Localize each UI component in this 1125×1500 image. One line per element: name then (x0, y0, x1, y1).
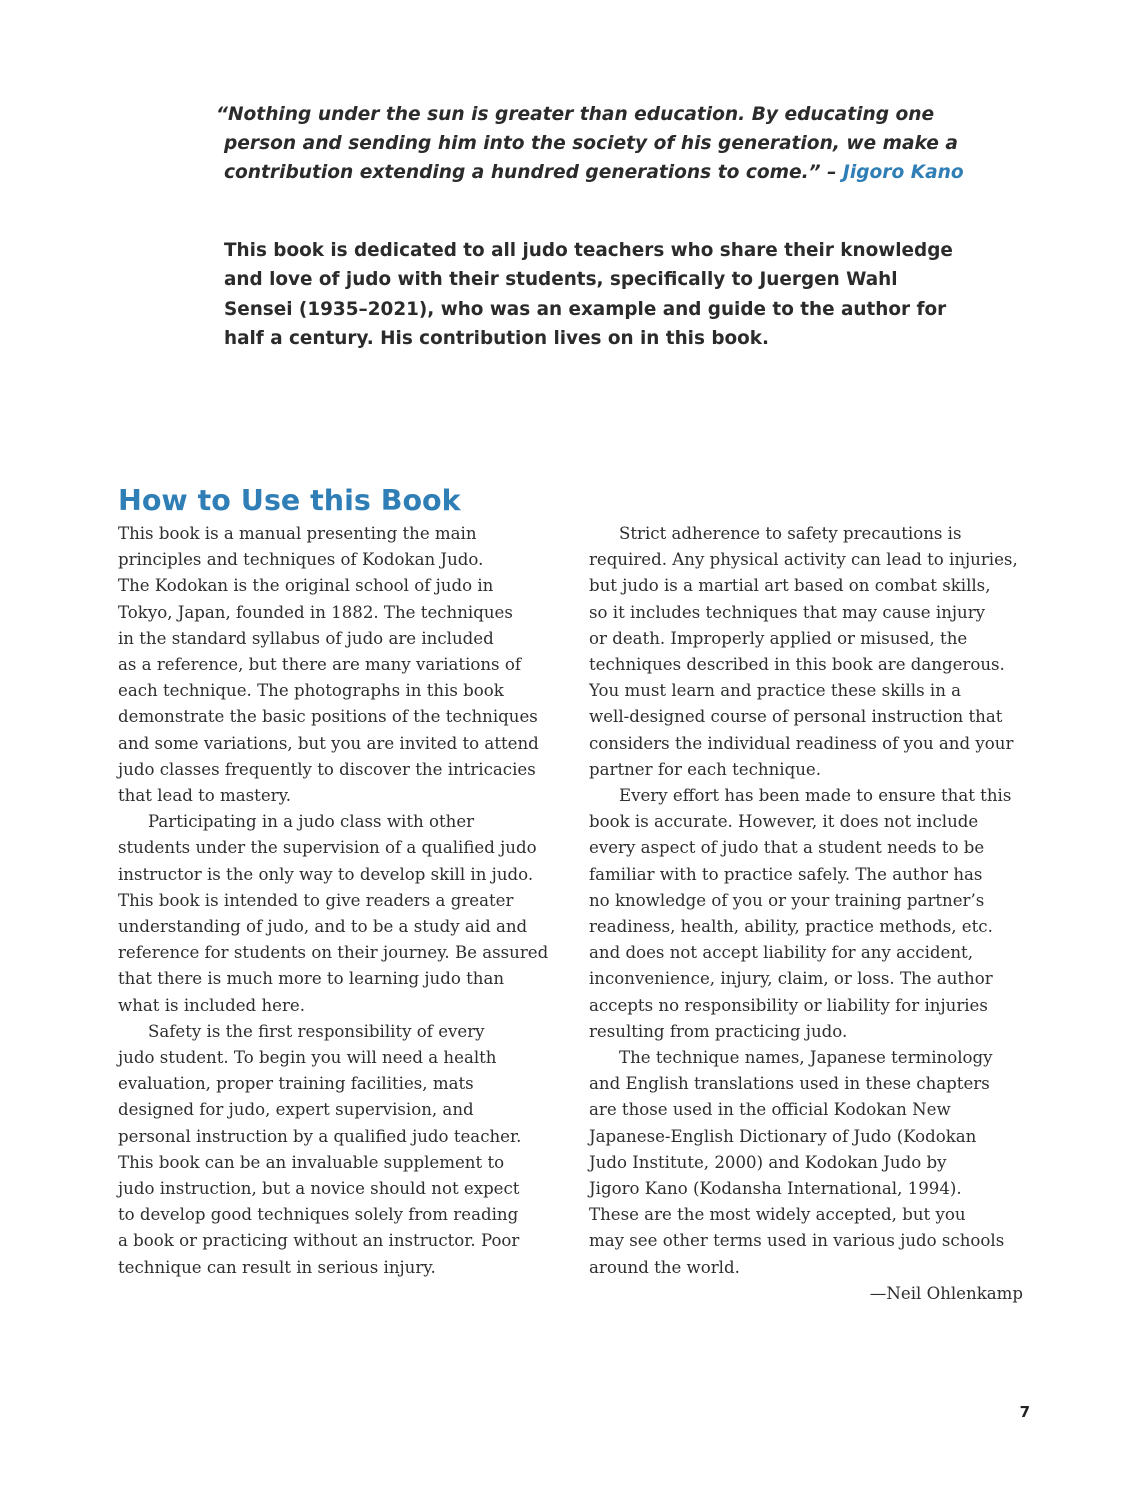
body-line: or death. Improperly applied or misused, the (589, 628, 968, 648)
body-line: so it includes techniques that may cause injury (589, 602, 986, 622)
body-line: understanding of judo, and to be a study aid and (118, 917, 528, 937)
dedication-line: Sensei (1935–2021), who was an example and guide to the author for (224, 298, 947, 320)
epigraph-line (216, 158, 964, 187)
body-line: required. Any physical activity can lead to injuries, (589, 550, 1018, 570)
right-column (589, 521, 1039, 1307)
body-line: The Kodokan is the original school of judo in (118, 576, 494, 596)
body-line: accepts no responsibility or liability for injuries (589, 995, 988, 1015)
body-line: and some variations, but you are invited to attend (118, 733, 539, 753)
body-line: This book can be an invaluable supplement to (118, 1152, 505, 1172)
body-line: as a reference, but there are many variations of (118, 655, 521, 675)
body-line: techniques described in this book are dangerous. (589, 655, 1005, 675)
body-line: no knowledge of you or your training partner’s (589, 890, 985, 910)
body-line: instructor is the only way to develop skill in judo. (118, 864, 534, 884)
body-line: that there is much more to learning judo than (118, 969, 505, 989)
body-line: You must learn and practice these skills in a (589, 681, 962, 701)
body-line: demonstrate the basic positions of the techniques (118, 707, 538, 727)
epigraph-line-text: contribution extending a hundred generations to come.” – (224, 162, 837, 183)
body-line: are those used in the official Kodokan New (589, 1100, 951, 1120)
epigraph-line: person and sending him into the society of his generation, we make a (224, 133, 958, 154)
epigraph-line: “Nothing under the sun is greater than education. By educating one (216, 104, 935, 125)
epigraph-author: Jigoro Kano (842, 162, 964, 183)
body-line: to develop good techniques solely from reading (118, 1205, 519, 1225)
body-line: each technique. The photographs in this book (118, 681, 504, 701)
body-line: Participating in a judo class with other (148, 812, 475, 832)
left-column (118, 521, 568, 1281)
body-line: that lead to mastery. (118, 786, 292, 806)
body-line: a book or practicing without an instructor. Poor (118, 1231, 520, 1251)
body-line: This book is intended to give readers a greater (118, 890, 514, 910)
body-line: and does not accept liability for any accident, (589, 943, 973, 963)
body-line: partner for each technique. (589, 759, 822, 779)
body-line: but judo is a martial art based on combat skills, (589, 576, 991, 596)
body-line: judo classes frequently to discover the intricacies (118, 759, 536, 779)
epigraph-quote (216, 100, 964, 187)
body-line: These are the most widely accepted, but you (589, 1205, 966, 1225)
author-signature: —Neil Ohlenkamp (869, 1283, 1023, 1303)
body-line: Strict adherence to safety precautions is (619, 524, 962, 543)
body-line: Every effort has been made to ensure that this (619, 786, 1012, 806)
body-line: designed for judo, expert supervision, and (118, 1100, 474, 1120)
body-line: what is included here. (118, 995, 305, 1015)
body-line: and English translations used in these chapters (589, 1074, 990, 1094)
body-line: reference for students on their journey. Be assured (118, 943, 549, 963)
body-line: evaluation, proper training facilities, mats (118, 1074, 474, 1094)
body-line: This book is a manual presenting the main (118, 524, 477, 543)
body-line: may see other terms used in various judo schools (589, 1231, 1005, 1251)
body-line: technique can result in serious injury. (118, 1257, 436, 1277)
body-line: The technique names, Japanese terminology (619, 1048, 993, 1068)
body-line: book is accurate. However, it does not include (589, 812, 979, 832)
body-line: Tokyo, Japan, founded in 1882. The techniques (118, 602, 513, 622)
body-line: readiness, health, ability, practice methods, etc. (589, 917, 993, 937)
body-line: students under the supervision of a qualified judo (118, 838, 537, 858)
body-line: judo student. To begin you will need a health (118, 1048, 497, 1068)
dedication-line: and love of judo with their students, specifically to Juergen Wahl (224, 269, 898, 291)
body-line: Japanese-English Dictionary of Judo (Kodokan (589, 1126, 977, 1146)
dedication-line: half a century. His contribution lives on in this book. (224, 327, 769, 349)
page-number: 7 (1019, 1403, 1030, 1421)
body-line: Safety is the first responsibility of every (148, 1021, 485, 1041)
body-line: resulting from practicing judo. (589, 1021, 848, 1041)
section-title: How to Use this Book (118, 484, 461, 517)
body-line: in the standard syllabus of judo are included (118, 628, 494, 648)
dedication (224, 236, 953, 353)
body-line: considers the individual readiness of you and your (589, 733, 1014, 753)
body-line: principles and techniques of Kodokan Judo. (118, 550, 484, 570)
body-line: familiar with to practice safely. The author has (589, 864, 983, 884)
dedication-line: This book is dedicated to all judo teachers who share their knowledge (224, 240, 953, 261)
body-line: Judo Institute, 2000) and Kodokan Judo by (589, 1152, 947, 1172)
body-line: well-designed course of personal instruction that (589, 707, 1003, 727)
body-line: every aspect of judo that a student needs to be (589, 838, 985, 858)
body-line: judo instruction, but a novice should not expect (118, 1179, 520, 1199)
body-line: Jigoro Kano (Kodansha International, 1994). (589, 1179, 962, 1199)
body-line: inconvenience, injury, claim, or loss. The author (589, 969, 993, 989)
body-line: around the world. (589, 1257, 740, 1277)
body-line: personal instruction by a qualified judo teacher. (118, 1126, 522, 1146)
